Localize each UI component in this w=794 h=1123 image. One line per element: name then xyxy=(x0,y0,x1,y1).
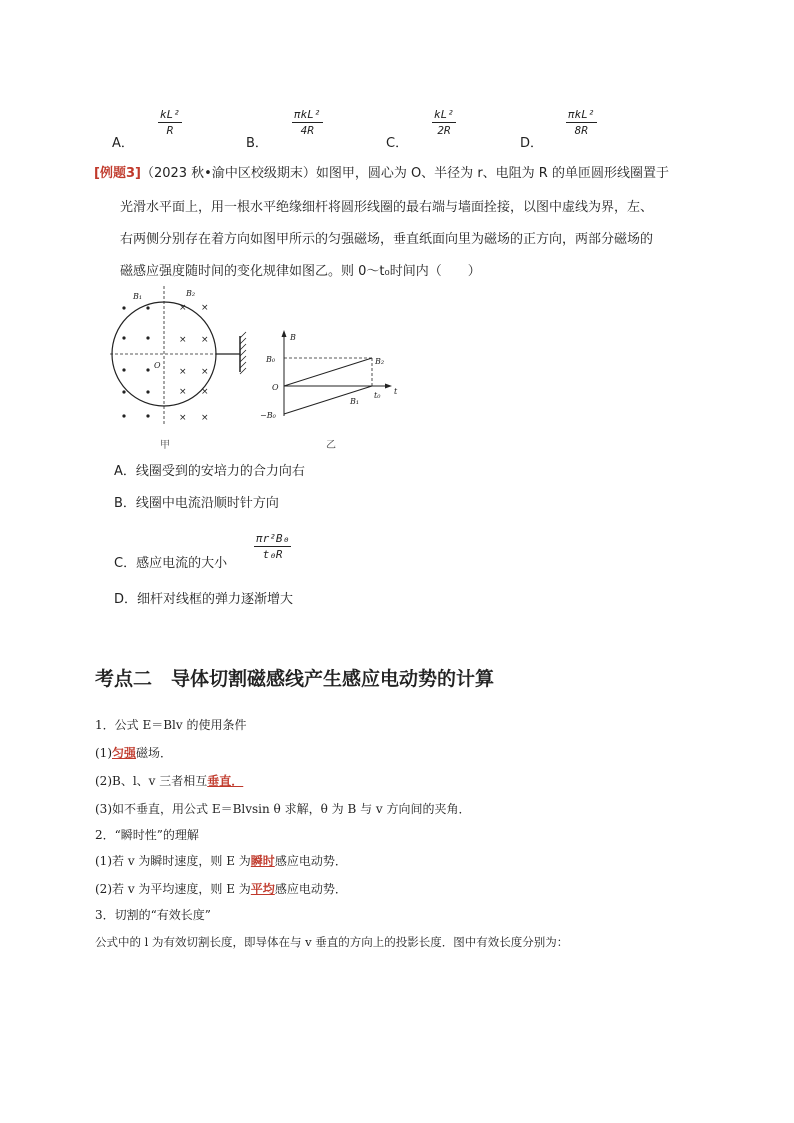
example3-line1 xyxy=(94,164,669,184)
axis-label-b: B xyxy=(290,333,296,342)
para-6-post: 感应电动势． xyxy=(274,854,347,868)
label-b2-graph: B₂ xyxy=(375,357,385,366)
para-5: 2．“瞬时性”的理解 xyxy=(95,828,199,842)
example3-line2: 光滑水平面上，用一根水平绝缘细杆将圆形线圈的最右端与墙面拴接，以图中虚线为界，左、 xyxy=(120,200,654,215)
svg-text:×: × xyxy=(179,335,187,345)
para-2-pre: (1) xyxy=(95,746,112,760)
tick-origin: O xyxy=(272,383,279,392)
section-title: 考点二 导体切割磁感线产生感应电动势的计算 xyxy=(95,668,495,690)
label-b2-field: B₂ xyxy=(186,289,196,298)
svg-text:×: × xyxy=(201,387,209,397)
para-2-red: 匀强 xyxy=(112,746,137,760)
para-3-pre: (2)B、l、v 三者相互 xyxy=(95,774,208,788)
answer-c: C．感应电流的大小 xyxy=(114,556,228,571)
option-d-denominator: 8R xyxy=(574,124,588,137)
wall-hatch xyxy=(240,332,246,374)
option-b-label: B． xyxy=(246,136,268,151)
example3-line3: 右两侧分别存在着方向如图甲所示的匀强磁场，垂直纸面向里为磁场的正方向，两部分磁场的 xyxy=(120,232,654,247)
field-dots xyxy=(122,306,149,417)
option-c-label: C． xyxy=(386,136,409,151)
svg-text:×: × xyxy=(201,335,209,345)
figure-diagram xyxy=(100,284,410,454)
svg-text:×: × xyxy=(201,367,209,377)
svg-text:×: × xyxy=(179,303,187,313)
option-d-numerator: πkL² xyxy=(568,108,595,121)
label-o-center: O xyxy=(154,361,161,370)
caption-yi: 乙 xyxy=(326,440,336,451)
option-d-label: D． xyxy=(520,136,544,151)
answer-c-denominator: t₀R xyxy=(262,548,283,561)
answer-c-numerator: πr²B₀ xyxy=(256,532,290,545)
label-b1-field: B₁ xyxy=(133,292,143,301)
option-b-numerator: πkL² xyxy=(294,108,321,121)
example-tag: [例题3] xyxy=(94,166,141,181)
tick-neg-b0: −B₀ xyxy=(260,411,276,420)
para-7-pre: (2)若 v 为平均速度，则 E 为 xyxy=(95,882,251,896)
para-1: 1．公式 E＝Blv 的使用条件 xyxy=(95,718,247,732)
option-a-numerator: kL² xyxy=(160,108,180,121)
axis-label-t: t xyxy=(394,387,398,396)
caption-jia: 甲 xyxy=(160,440,170,451)
para-2-post: 磁场． xyxy=(136,746,173,760)
para-4: (3)如不垂直，用公式 E＝Blvsin θ 求解，θ 为 B 与 v 方向间的夹角． xyxy=(95,802,471,816)
option-a-denominator: R xyxy=(166,124,174,137)
option-a-label: A． xyxy=(112,136,134,151)
t-axis-arrow xyxy=(385,384,392,389)
tick-b0: B₀ xyxy=(266,355,276,364)
b2-line xyxy=(284,358,372,386)
svg-text:×: × xyxy=(179,413,187,423)
b-axis-arrow xyxy=(282,330,287,337)
para-8: 3．切割的“有效长度” xyxy=(95,908,211,922)
option-d-fraction xyxy=(566,108,597,137)
para-7-post: 感应电动势． xyxy=(274,882,347,896)
option-c-fraction xyxy=(432,108,456,137)
para-2 xyxy=(95,744,172,761)
option-c-denominator: 2R xyxy=(437,124,451,137)
label-b1-graph: B₁ xyxy=(350,397,360,406)
option-b-denominator: 4R xyxy=(300,124,314,137)
option-a-fraction xyxy=(158,108,182,137)
para-3-red: 垂直． xyxy=(207,774,244,788)
para-3 xyxy=(95,772,243,789)
example3-line4: 磁感应强度随时间的变化规律如图乙。则 0～t₀时间内（ ） xyxy=(120,264,481,279)
tick-t0: t₀ xyxy=(374,391,381,400)
option-c-numerator: kL² xyxy=(434,108,454,121)
answer-b: B．线圈中电流沿顺时针方向 xyxy=(114,496,279,511)
answer-a: A．线圈受到的安培力的合力向右 xyxy=(114,464,305,479)
svg-text:×: × xyxy=(179,367,187,377)
option-b-fraction xyxy=(292,108,323,137)
svg-text:×: × xyxy=(201,413,209,423)
para-7-red: 平均 xyxy=(250,882,275,896)
para-9: 公式中的 l 为有效切割长度，即导体在与 v 垂直的方向上的投影长度．图中有效长度分别为： xyxy=(95,935,569,949)
answer-d: D．细杆对线框的弹力逐渐增大 xyxy=(114,592,294,607)
answer-c-fraction xyxy=(254,532,291,561)
svg-text:×: × xyxy=(179,387,187,397)
para-6-red: 瞬时 xyxy=(250,854,275,868)
para-6 xyxy=(95,852,347,869)
example3-line1-text: （2023 秋•渝中区校级期末）如图甲，圆心为 O、半径为 r、电阻为 R 的单匝圆形线圈置于 xyxy=(140,166,669,181)
svg-text:×: × xyxy=(201,303,209,313)
para-7 xyxy=(95,880,347,897)
para-6-pre: (1)若 v 为瞬时速度，则 E 为 xyxy=(95,854,251,868)
